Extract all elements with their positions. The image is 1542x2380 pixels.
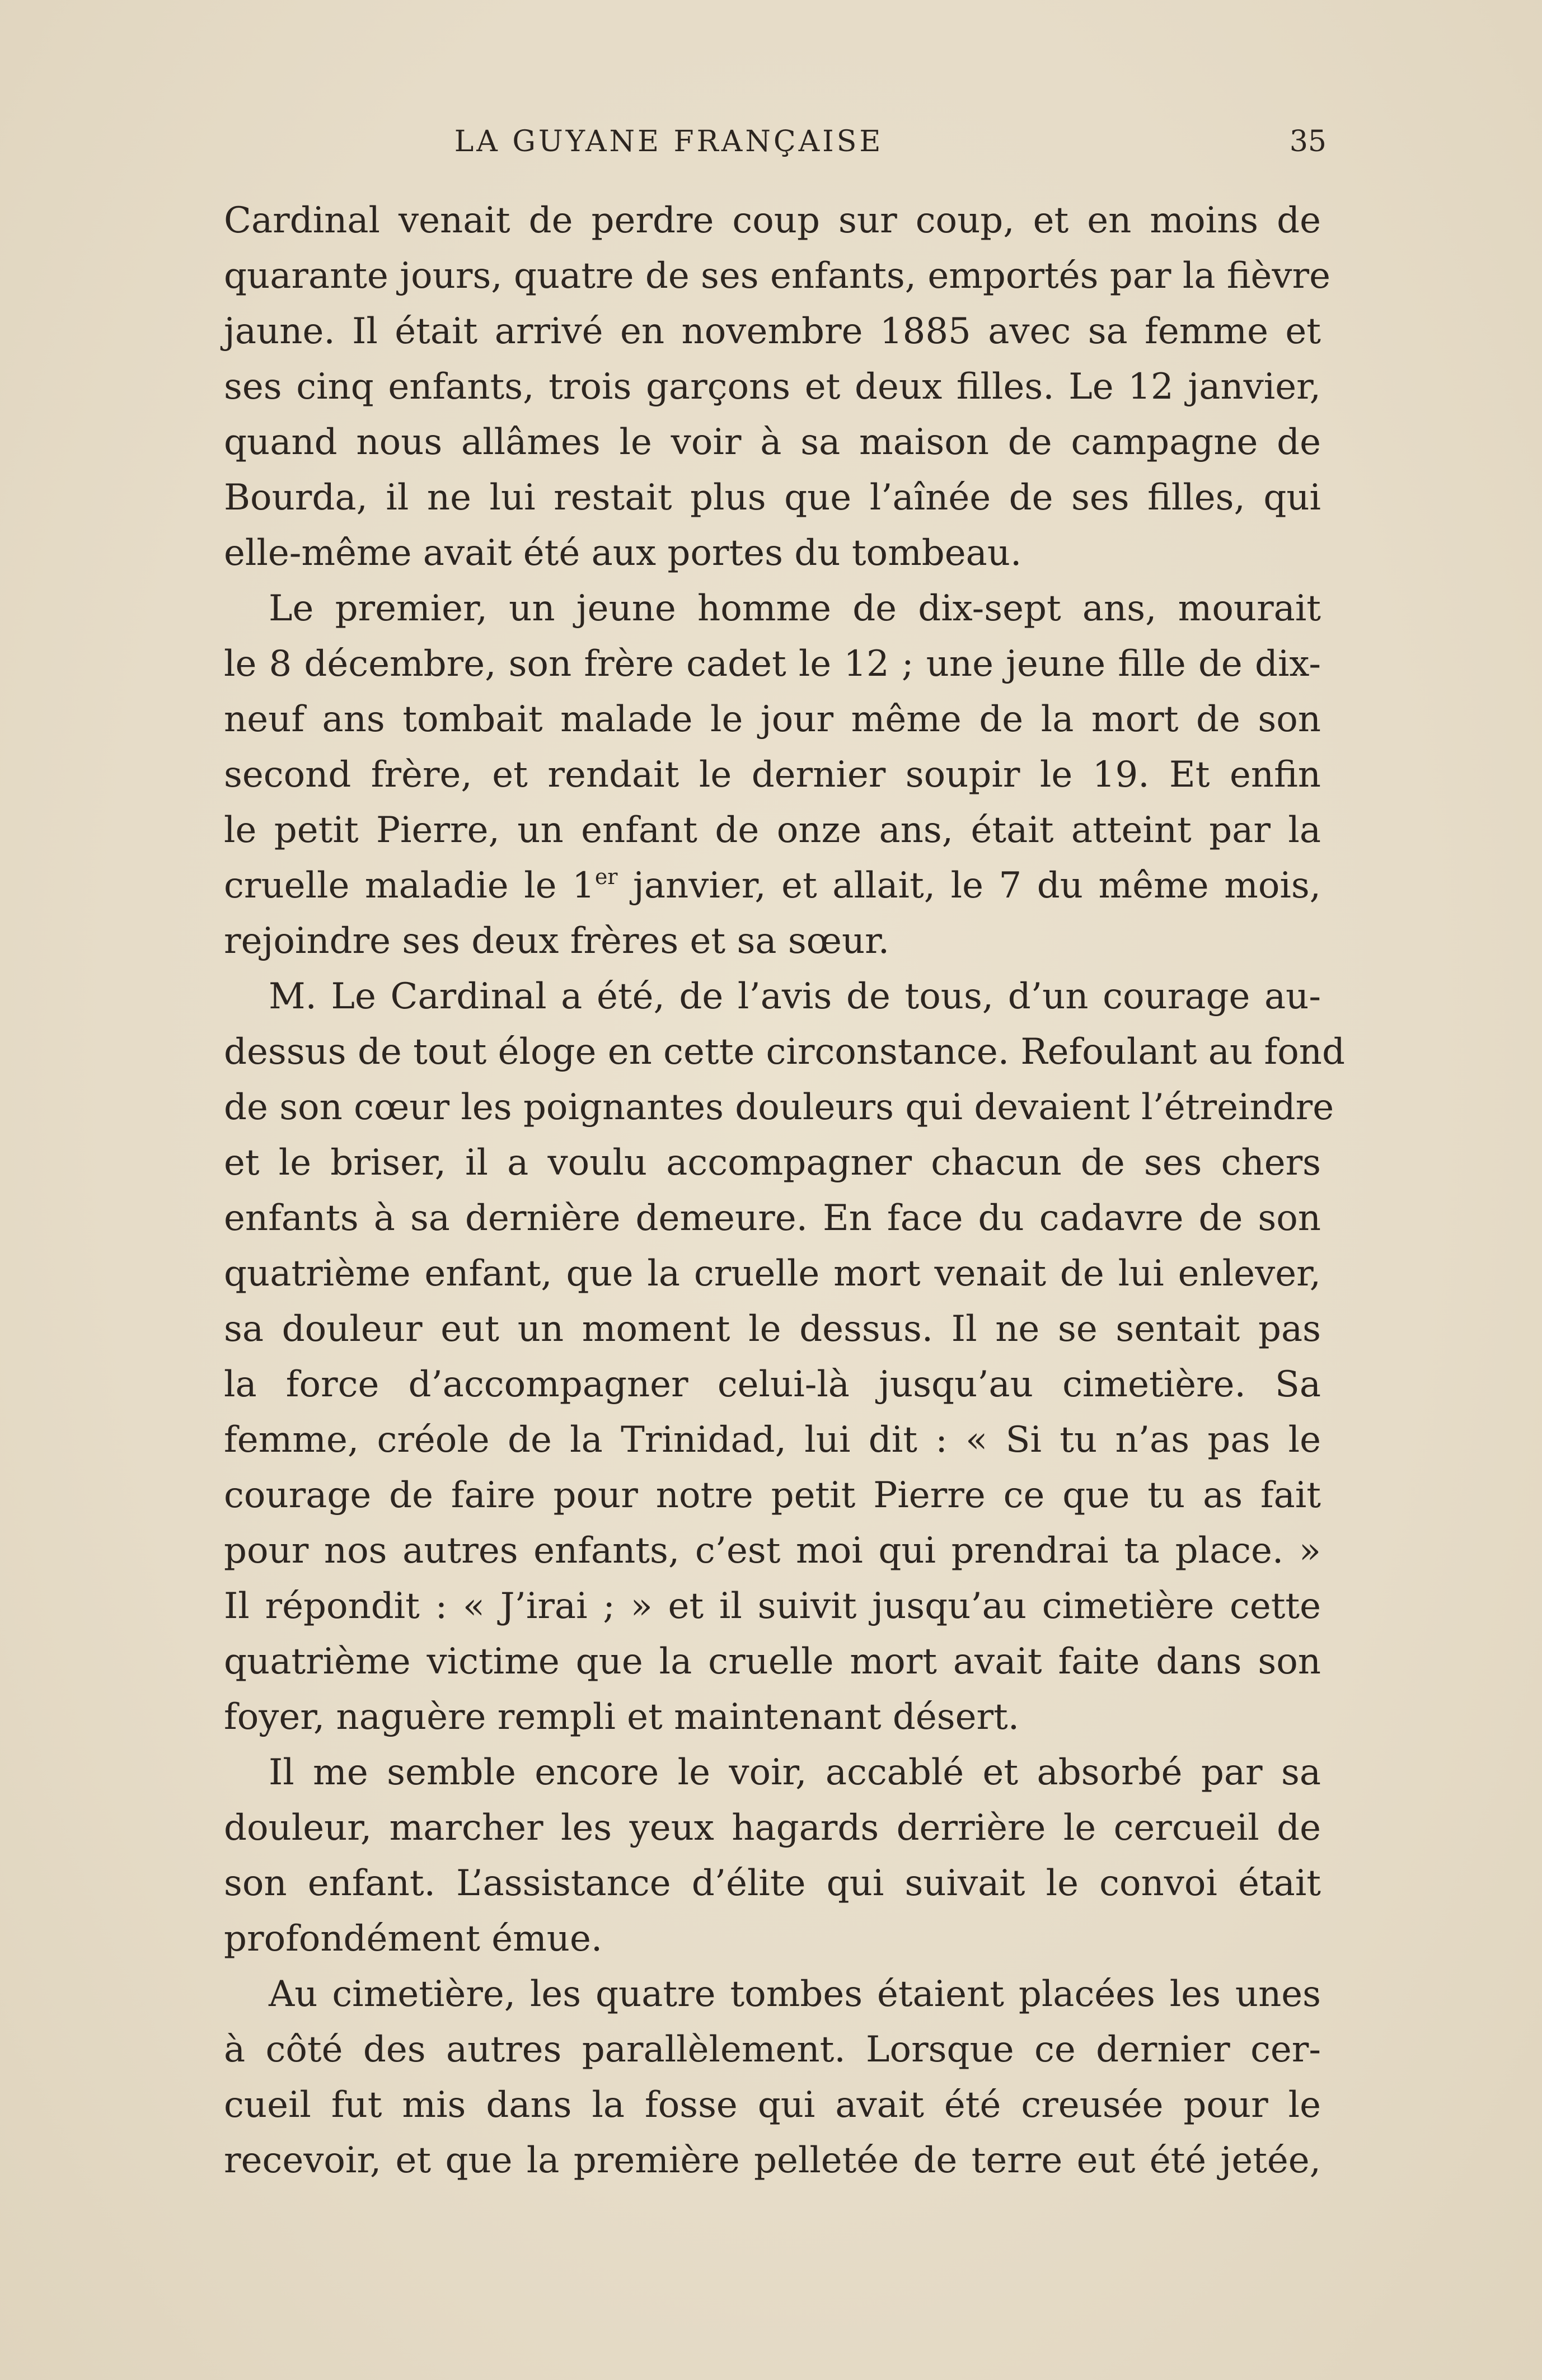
body-text <box>224 193 1345 2189</box>
superscript: er <box>594 864 618 889</box>
text-line: second frère, et rendait le dernier soupir le 19. Et enfin <box>224 754 1321 796</box>
text-line: enfants à sa dernière demeure. En face du cadavre de son <box>224 1198 1321 1239</box>
text-line-with-superscript <box>224 858 1321 914</box>
text-fragment: janvier, et allait, le 7 du même mois, <box>617 865 1321 906</box>
running-title: LA GUYANE FRANÇAISE <box>454 125 884 158</box>
text-line: la force d’accompagner celui-là jusqu’au cimetière. Sa <box>224 1364 1321 1405</box>
text-line: rejoindre ses deux frères et sa sœur. <box>224 920 890 962</box>
page-number: 35 <box>1289 125 1327 158</box>
text-line: sa douleur eut un moment le dessus. Il ne se sentait pas <box>224 1308 1321 1350</box>
text-line: jaune. Il était arrivé en novembre 1885 avec sa femme et <box>224 311 1321 352</box>
paragraph-start-line: Au cimetière, les quatre tombes étaient placées les unes <box>269 1974 1321 2015</box>
text-line: neuf ans tombait malade le jour même de la mort de son <box>224 699 1321 740</box>
text-line: douleur, marcher les yeux hagards derrière le cercueil de <box>224 1807 1321 1849</box>
text-line: son enfant. L’assistance d’élite qui suivait le convoi était <box>224 1863 1321 1904</box>
paragraph-start-line: Il me semble encore le voir, accablé et absorbé par sa <box>269 1752 1321 1793</box>
text-line: femme, créole de la Trinidad, lui dit : « Si tu n’as pas le <box>224 1419 1321 1461</box>
text-line: dessus de tout éloge en cette circonstance. Refoulant au fond <box>224 1031 1345 1073</box>
text-line: ses cinq enfants, trois garçons et deux filles. Le 12 janvier, <box>224 366 1321 408</box>
text-line: de son cœur les poignantes douleurs qui devaient l’étreindre <box>224 1087 1334 1128</box>
text-line: quand nous allâmes le voir à sa maison de campagne de <box>224 422 1321 463</box>
text-fragment: cruelle maladie le 1 <box>224 865 595 906</box>
text-line: Il répondit : « J’irai ; » et il suivit jusqu’au cimetière cette <box>224 1586 1321 1627</box>
text-line: Bourda, il ne lui restait plus que l’aînée de ses filles, qui <box>224 477 1321 518</box>
text-line: le 8 décembre, son frère cadet le 12 ; une jeune fille de dix- <box>224 643 1321 685</box>
text-line: recevoir, et que la première pelletée de terre eut été jetée, <box>224 2140 1321 2181</box>
page-header <box>224 122 1327 161</box>
text-line: le petit Pierre, un enfant de onze ans, était atteint par la <box>224 810 1321 851</box>
text-line: pour nos autres enfants, c’est moi qui prendrai ta place. » <box>224 1530 1321 1572</box>
text-line: et le briser, il a voulu accompagner chacun de ses chers <box>224 1142 1321 1184</box>
text-line: Cardinal venait de perdre coup sur coup, et en moins de <box>224 200 1321 241</box>
text-line: elle-même avait été aux portes du tombeau. <box>224 532 1022 574</box>
text-line: foyer, naguère rempli et maintenant désert. <box>224 1696 1020 1738</box>
text-line: cueil fut mis dans la fosse qui avait été creusée pour le <box>224 2084 1321 2126</box>
paragraph-start-line: Le premier, un jeune homme de dix-sept ans, mourait <box>269 588 1321 629</box>
text-line: à côté des autres parallèlement. Lorsque ce dernier cer- <box>224 2029 1321 2070</box>
text-line: quatrième victime que la cruelle mort avait faite dans son <box>224 1641 1321 1682</box>
text-line: courage de faire pour notre petit Pierre ce que tu as fait <box>224 1475 1321 1516</box>
text-line: quarante jours, quatre de ses enfants, emportés par la fièvre <box>224 255 1330 297</box>
text-line: quatrième enfant, que la cruelle mort venait de lui enlever, <box>224 1253 1321 1294</box>
paragraph-start-line: M. Le Cardinal a été, de l’avis de tous, d’un courage au- <box>269 976 1321 1017</box>
text-line: profondément émue. <box>224 1918 603 1960</box>
